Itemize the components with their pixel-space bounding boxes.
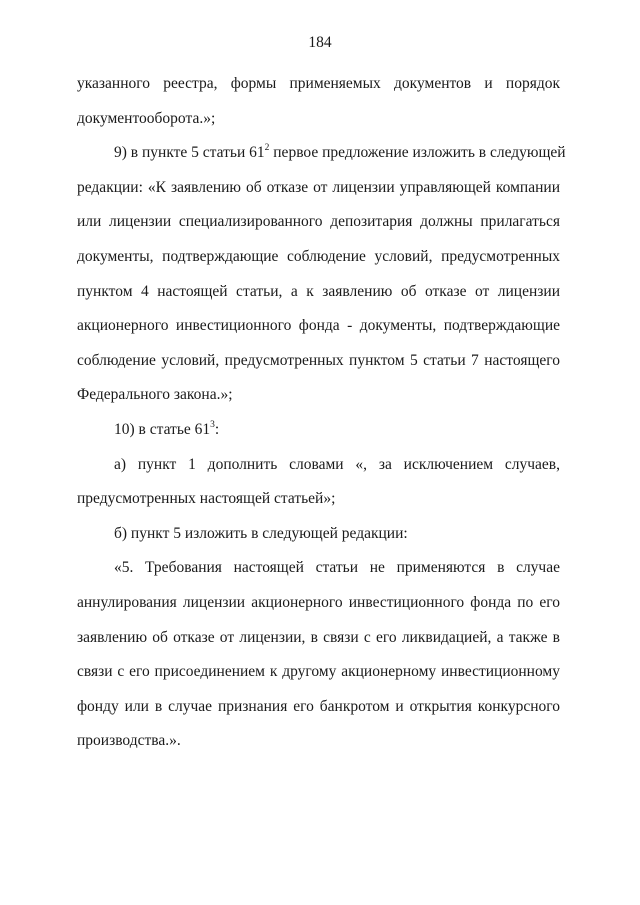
text-line: производства.». [77,732,181,750]
page-number: 184 [308,34,332,51]
paragraph-subitem-a [77,448,560,517]
text-line [77,413,560,448]
text-fragment: 9) в пункте 5 статьи 61 [114,144,265,162]
superscript: 3 [210,419,215,430]
text-line: аннулирования лицензии акционерного инвестиционного фонда по его [77,593,560,611]
text-line: фонду или в случае признания его банкротом и открытия конкурсного [77,697,560,715]
text-line: документооборота.»; [77,109,216,127]
text-line: «5. Требования настоящей статьи не применяются в случае [114,559,560,577]
text-line: Федерального закона.»; [77,386,233,404]
text-line: предусмотренных настоящей статьей»; [77,490,336,508]
paragraph-new-point-5 [77,551,560,759]
text-line [77,136,566,171]
text-fragment: : [214,420,220,438]
text-line: указанного реестра, формы применяемых документов и порядок [77,75,560,92]
text-line: акционерного инвестиционного фонда - документы, подтверждающие [77,317,560,335]
text-line: пунктом 4 настоящей статьи, а к заявлению об отказе от лицензии [77,282,560,300]
paragraph-registry-continuation [77,67,560,136]
text-fragment: первое предложение изложить в следующей [269,144,566,162]
superscript: 2 [264,143,270,154]
text-line: заявлению об отказе от лицензии, в связи с его ликвидацией, а также в [77,628,560,646]
text-line: редакции: «К заявлению об отказе от лицензии управляющей компании [77,178,560,196]
paragraph-subitem-b [77,517,560,552]
text-line: соблюдение условий, предусмотренных пунктом 5 статьи 7 настоящего [77,351,560,369]
paragraph-item-9 [77,136,566,413]
document-body [77,67,566,759]
text-line: документы, подтверждающие соблюдение условий, предусмотренных [77,247,560,265]
paragraph-item-10 [77,413,560,448]
text-line: а) пункт 1 дополнить словами «, за исключением случаев, [114,455,560,473]
text-fragment: 10) в статье 61 [114,420,211,438]
text-line: или лицензии специализированного депозитария должны прилагаться [77,213,560,231]
text-line: связи с его присоединением к другому акционерному инвестиционному [77,663,560,681]
text-line: б) пункт 5 изложить в следующей редакции: [114,524,408,542]
